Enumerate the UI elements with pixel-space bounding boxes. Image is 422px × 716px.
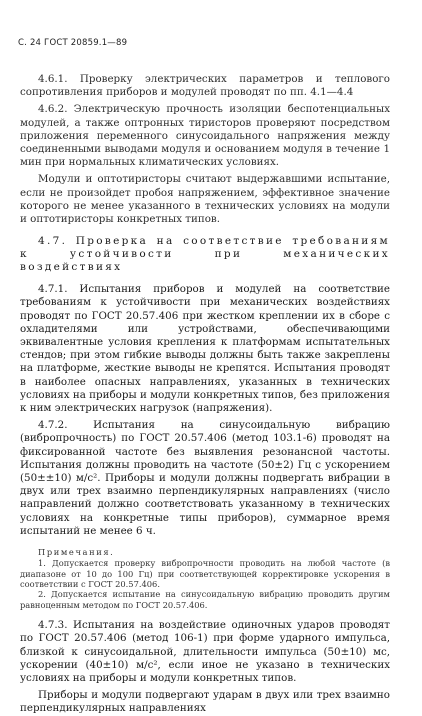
page-header: С. 24 ГОСТ 20859.1—89 [18,38,128,48]
notes-title: Примечания. [38,547,115,558]
paragraph-4-6-2-continued: Модули и оптотиристоры считают выдержавшими испытание, если не произойдет пробоя напряжением, эффективное значение которого не менее указанного в технических условиях на модули и оптотиристоры конкретных типов. [20,173,390,226]
note-1: 1. Допускается проверку вибропрочности проводить на любой частоте (в диапазоне от 10 до 100 Гц) при соответствующей корректировке ускорения в соответствии с ГОСТ 20.57.406. [20,558,390,589]
paragraph-4-7-1: 4.7.1. Испытания приборов и модулей на соответствие требованиям к устойчивости при механических воздействиях проводят по ГОСТ 20.57.406 при жестком креплении их в сборе с охладителями или устройствами, обеспечивающими эквивалентные условия крепления к платформам испытательных стендов; при этом гибкие выводы должны быть также закреплены на платформе, жесткие выводы не крепятся. Испытания проводят в наиболее опасных направлениях, указанных в технических условиях на приборы и модули конкретных типов, без приложения к ним электрических нагрузок (напряжения). [20,283,390,415]
paragraph-4-6-1: 4.6.1. Проверку электрических параметров и теплового сопротивления приборов и модулей проводят по пп. 4.1—4.4 [20,73,390,99]
note-2: 2. Допускается испытание на синусоидальную вибрацию проводить другим равноценным методом по ГОСТ 20.57.406. [20,589,390,610]
paragraph-4-7-2: 4.7.2. Испытания на синусоидальную вибрацию (вибропрочность) по ГОСТ 20.57.406 (метод 103.1-6) проводят на фиксированной частоте без выявления резонансной частоты. Испытания должны проводить на частоте (50±2) Гц с ускорением (50±±10) м/с². Приборы и модули должны подвергать вибрации в двух или трех взаимно перпендикулярных направлениях (число направлений должно соответствовать указанному в технических условиях на конкретные типы приборов), суммарное время испытаний не менее 6 ч. [20,419,390,537]
paragraph-4-7-3-continued: Приборы и модули подвергают ударам в двух или трех взаимно перпендикулярных направлениях [20,689,390,715]
paragraph-4-6-2: 4.6.2. Электрическую прочность изоляции беспотенциальных модулей, а также оптронных тиристоров проверяют посредством приложения переменного синусоидального напряжения между соединенными выводами модуля и основанием модуля в течение 1 мин при нормальных климатических условиях. [20,103,390,169]
section-heading-4-7: 4.7. Проверка на соответствие требованиям к устойчивости при механических воздействиях [20,235,390,274]
document-body [20,73,390,716]
paragraph-4-7-3: 4.7.3. Испытания на воздействие одиночных ударов проводят по ГОСТ 20.57.406 (метод 106-1) при форме ударного импульса, близкой к синусоидальной, длительности импульса (50±10) мс, ускорении (40±10) м/с², если иное не указано в технических условиях на приборы и модули конкретных типов. [20,619,390,684]
